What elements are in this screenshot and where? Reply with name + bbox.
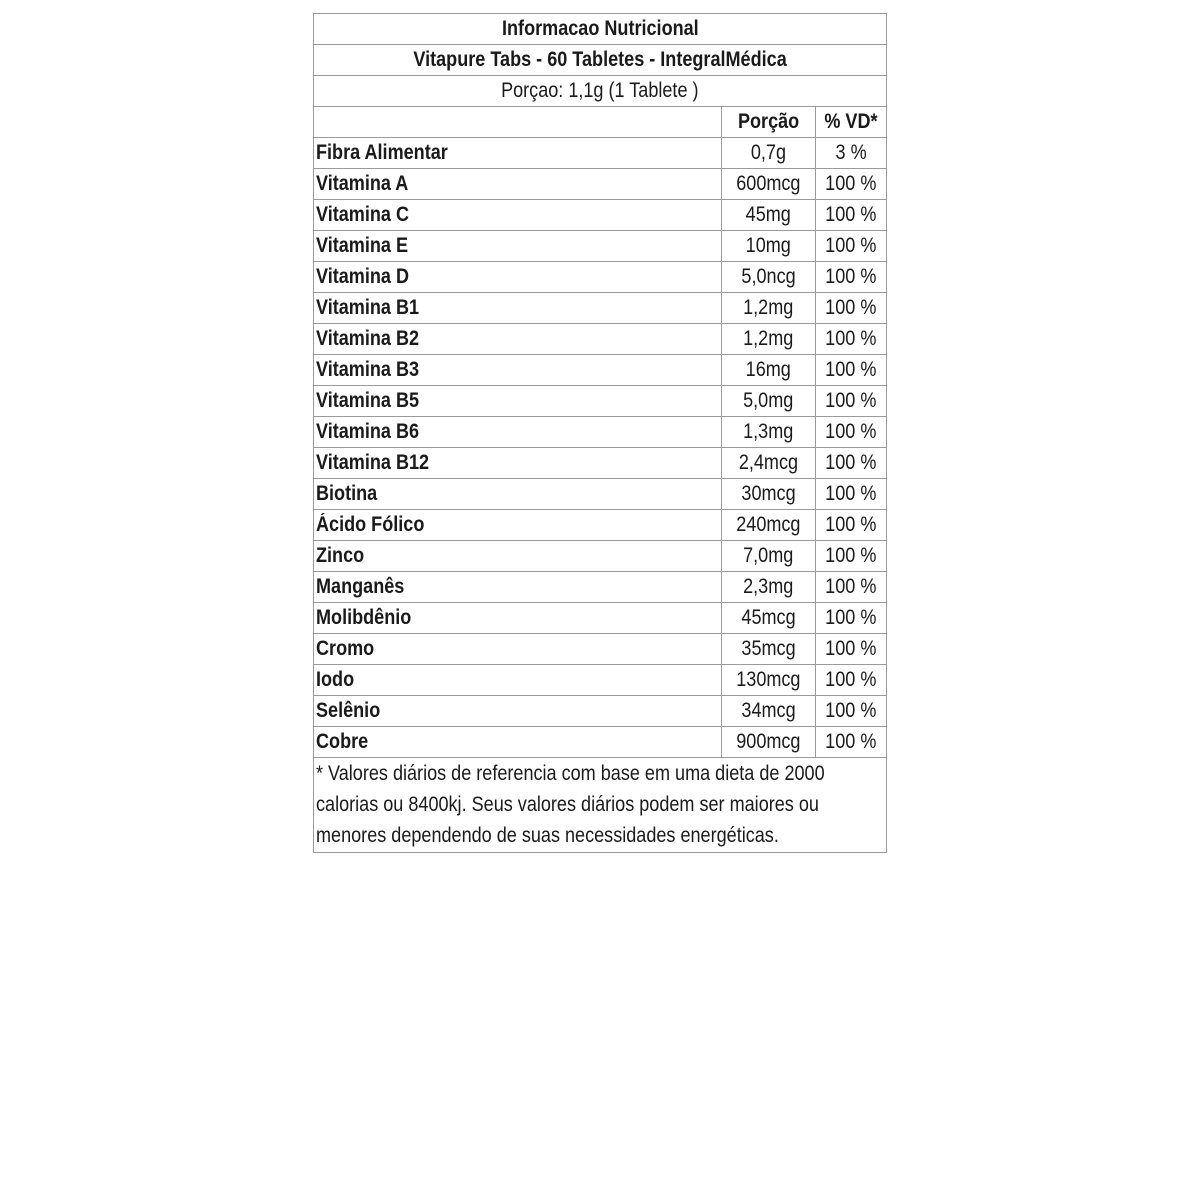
product-row (314, 45, 887, 76)
nutrient-vd: 100 % (825, 203, 877, 226)
column-header-portion-label: Porção (737, 110, 799, 133)
nutrient-name-cell (314, 696, 722, 727)
nutrient-vd-cell (815, 262, 886, 293)
nutrient-vd-cell (815, 293, 886, 324)
nutrient-portion-cell (722, 169, 815, 200)
nutrient-row (314, 696, 887, 727)
nutrient-portion: 30mcg (741, 482, 796, 505)
nutrient-vd: 100 % (825, 234, 877, 257)
nutrient-portion: 35mcg (741, 637, 796, 660)
column-header-empty (314, 107, 722, 138)
nutrient-row (314, 355, 887, 386)
footnote-row (314, 758, 887, 853)
nutrient-vd-cell (815, 324, 886, 355)
nutrient-vd-cell (815, 665, 886, 696)
nutrient-row (314, 262, 887, 293)
nutrient-row (314, 634, 887, 665)
nutrient-vd: 100 % (825, 606, 877, 629)
nutrient-row (314, 541, 887, 572)
nutrient-name-cell (314, 200, 722, 231)
nutrient-name-cell (314, 541, 722, 572)
nutrient-row (314, 169, 887, 200)
nutrient-vd: 3 % (835, 141, 867, 164)
nutrient-portion: 45mcg (741, 606, 796, 629)
nutrient-name: Vitamina B1 (316, 296, 420, 319)
nutrient-portion-cell (722, 231, 815, 262)
nutrient-vd: 100 % (825, 296, 877, 319)
nutrient-name: Ácido Fólico (316, 513, 425, 536)
nutrient-name-cell (314, 262, 722, 293)
nutrient-portion: 130mcg (736, 668, 801, 691)
title-cell (314, 14, 887, 45)
nutrient-vd-cell (815, 572, 886, 603)
nutrient-vd-cell (815, 386, 886, 417)
nutrient-row (314, 200, 887, 231)
nutrient-portion: 5,0ncg (741, 265, 796, 288)
nutrient-portion-cell (722, 355, 815, 386)
nutrient-vd: 100 % (825, 513, 877, 536)
nutrient-row (314, 727, 887, 758)
nutrient-vd-cell (815, 696, 886, 727)
nutrient-name: Cromo (316, 637, 375, 660)
footnote-cell (314, 758, 887, 853)
nutrition-table-body (314, 14, 887, 853)
column-header-row (314, 107, 887, 138)
nutrient-portion-cell (722, 696, 815, 727)
nutrient-row (314, 138, 887, 169)
nutrient-portion-cell (722, 665, 815, 696)
nutrient-vd: 100 % (825, 358, 877, 381)
nutrient-name: Vitamina B2 (316, 327, 420, 350)
nutrient-vd-cell (815, 541, 886, 572)
nutrient-name: Selênio (316, 699, 381, 722)
nutrient-vd: 100 % (825, 575, 877, 598)
nutrient-name-cell (314, 169, 722, 200)
nutrient-portion: 10mg (745, 234, 791, 257)
nutrient-name-cell (314, 386, 722, 417)
nutrient-vd: 100 % (825, 172, 877, 195)
nutrient-name-cell (314, 634, 722, 665)
product-cell (314, 45, 887, 76)
nutrient-vd: 100 % (825, 389, 877, 412)
nutrient-name: Vitamina B5 (316, 389, 420, 412)
nutrient-vd-cell (815, 510, 886, 541)
nutrient-name: Vitamina A (316, 172, 409, 195)
nutrient-vd: 100 % (825, 327, 877, 350)
nutrient-portion: 240mcg (736, 513, 801, 536)
nutrient-name-cell (314, 479, 722, 510)
nutrient-name-cell (314, 417, 722, 448)
nutrient-portion: 1,2mg (743, 296, 794, 319)
nutrient-name: Iodo (316, 668, 355, 691)
column-header-portion (722, 107, 815, 138)
nutrient-portion: 600mcg (736, 172, 801, 195)
nutrient-name-cell (314, 510, 722, 541)
nutrient-name: Vitamina B6 (316, 420, 420, 443)
nutrient-row (314, 231, 887, 262)
title-row (314, 14, 887, 45)
nutrient-row (314, 510, 887, 541)
nutrient-portion-cell (722, 572, 815, 603)
nutrient-vd: 100 % (825, 265, 877, 288)
nutrient-vd-cell (815, 727, 886, 758)
nutrient-portion-cell (722, 293, 815, 324)
nutrient-row (314, 665, 887, 696)
column-header-vd-label: % VD* (824, 110, 878, 133)
nutrient-vd: 100 % (825, 544, 877, 567)
nutrient-vd: 100 % (825, 482, 877, 505)
nutrient-portion-cell (722, 541, 815, 572)
nutrient-portion: 2,4mcg (738, 451, 798, 474)
nutrient-portion-cell (722, 510, 815, 541)
nutrient-portion: 7,0mg (743, 544, 794, 567)
nutrient-portion-cell (722, 200, 815, 231)
nutrient-name: Vitamina B3 (316, 358, 420, 381)
nutrient-vd-cell (815, 448, 886, 479)
nutrient-name-cell (314, 665, 722, 696)
nutrient-row (314, 572, 887, 603)
nutrient-vd: 100 % (825, 730, 877, 753)
nutrient-row (314, 324, 887, 355)
nutrient-portion: 1,2mg (743, 327, 794, 350)
nutrient-name: Manganês (316, 575, 405, 598)
nutrient-vd-cell (815, 355, 886, 386)
nutrient-vd-cell (815, 634, 886, 665)
nutrient-name: Vitamina D (316, 265, 410, 288)
nutrient-portion: 34mcg (741, 699, 796, 722)
nutrient-name-cell (314, 448, 722, 479)
nutrient-row (314, 448, 887, 479)
nutrient-name-cell (314, 603, 722, 634)
nutrient-vd: 100 % (825, 451, 877, 474)
column-header-vd (815, 107, 886, 138)
nutrient-vd-cell (815, 417, 886, 448)
nutrient-name: Molibdênio (316, 606, 412, 629)
nutrient-name-cell (314, 727, 722, 758)
nutrient-portion: 900mcg (736, 730, 801, 753)
nutrient-portion-cell (722, 138, 815, 169)
nutrient-name: Vitamina B12 (316, 451, 430, 474)
nutrient-row (314, 479, 887, 510)
nutrient-vd: 100 % (825, 699, 877, 722)
nutrient-name: Biotina (316, 482, 378, 505)
nutrition-facts-table (313, 13, 887, 853)
nutrient-vd-cell (815, 603, 886, 634)
nutrient-row (314, 417, 887, 448)
nutrient-name-cell (314, 293, 722, 324)
nutrient-portion-cell (722, 479, 815, 510)
nutrient-vd-cell (815, 479, 886, 510)
nutrient-portion-cell (722, 417, 815, 448)
serving-size: Porçao: 1,1g (1 Tablete ) (501, 79, 699, 102)
footnote-text: * Valores diários de referencia com base em uma dieta de 2000 (316, 762, 825, 785)
nutrient-vd-cell (815, 200, 886, 231)
serving-cell (314, 76, 887, 107)
footnote-text: menores dependendo de suas necessidades energéticas. (316, 824, 779, 847)
nutrient-portion: 1,3mg (743, 420, 794, 443)
product-name: Vitapure Tabs - 60 Tabletes - IntegralMédica (413, 48, 787, 71)
nutrient-name: Cobre (316, 730, 369, 753)
nutrient-name-cell (314, 138, 722, 169)
nutrient-vd: 100 % (825, 420, 877, 443)
nutrient-portion-cell (722, 448, 815, 479)
nutrient-name: Vitamina E (316, 234, 409, 257)
nutrient-portion: 2,3mg (743, 575, 794, 598)
nutrient-portion: 45mg (745, 203, 791, 226)
nutrient-name: Vitamina C (316, 203, 410, 226)
nutrient-row (314, 603, 887, 634)
nutrient-name: Zinco (316, 544, 365, 567)
nutrient-vd: 100 % (825, 668, 877, 691)
nutrient-portion-cell (722, 386, 815, 417)
nutrient-row (314, 386, 887, 417)
nutrient-name-cell (314, 355, 722, 386)
nutrient-portion: 16mg (745, 358, 791, 381)
nutrient-portion: 5,0mg (743, 389, 794, 412)
nutrient-vd-cell (815, 138, 886, 169)
nutrient-vd-cell (815, 169, 886, 200)
nutrient-row (314, 293, 887, 324)
nutrient-portion-cell (722, 324, 815, 355)
nutrient-name-cell (314, 324, 722, 355)
table-title: Informacao Nutricional (501, 17, 699, 40)
nutrient-vd: 100 % (825, 637, 877, 660)
nutrient-portion-cell (722, 634, 815, 665)
nutrient-portion-cell (722, 262, 815, 293)
footnote-text: calorias ou 8400kj. Seus valores diários podem ser maiores ou (316, 793, 819, 816)
nutrient-vd-cell (815, 231, 886, 262)
serving-row (314, 76, 887, 107)
nutrient-portion-cell (722, 603, 815, 634)
nutrient-portion: 0,7g (750, 141, 786, 164)
nutrient-portion-cell (722, 727, 815, 758)
nutrient-name-cell (314, 572, 722, 603)
nutrient-name-cell (314, 231, 722, 262)
nutrient-name: Fibra Alimentar (316, 141, 448, 164)
